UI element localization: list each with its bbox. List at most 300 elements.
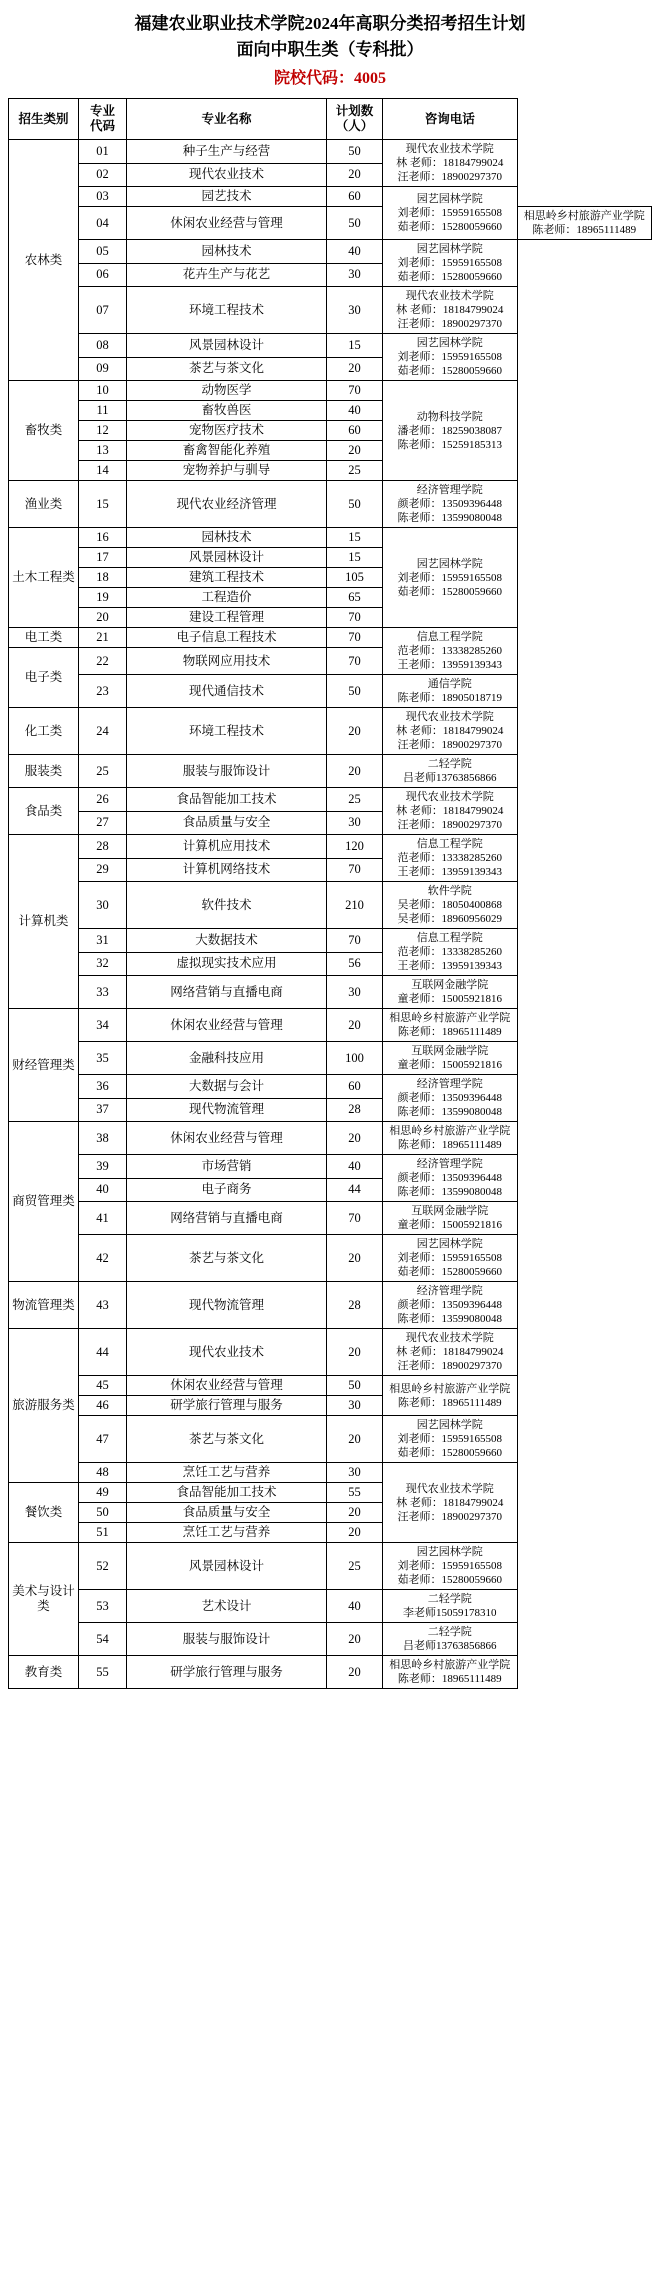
table-row	[9, 755, 652, 788]
cell-major-name: 茶艺与茶文化	[127, 1235, 327, 1282]
cell-major-name: 研学旅行管理与服务	[127, 1656, 327, 1689]
cell-contact-phone	[383, 1282, 518, 1329]
cell-category: 电工类	[9, 628, 79, 648]
table-row	[9, 1543, 652, 1590]
contact-teacher: 李老师15059178310	[403, 1607, 497, 1619]
contact-teacher: 陈老师：18965111489	[397, 1396, 502, 1409]
cell-major-code: 53	[79, 1590, 127, 1623]
cell-major-code: 36	[79, 1075, 127, 1099]
contact-teacher: 王老师：13959139343	[397, 659, 502, 671]
table-row	[9, 675, 652, 708]
cell-major-code: 34	[79, 1009, 127, 1042]
cell-major-name: 市场营销	[127, 1155, 327, 1179]
cell-plan-count: 20	[327, 1523, 383, 1543]
cell-major-name: 食品质量与安全	[127, 811, 327, 835]
cell-major-code: 14	[79, 461, 127, 481]
contact-teacher: 吕老师13763856866	[403, 772, 497, 784]
cell-major-code: 45	[79, 1376, 127, 1396]
cell-major-name: 软件技术	[127, 882, 327, 929]
contact-teacher: 林 老师：18184799024	[396, 1496, 504, 1509]
cell-major-name: 风景园林设计	[127, 334, 327, 358]
table-row	[9, 1009, 652, 1042]
cell-plan-count: 30	[327, 287, 383, 334]
table-row	[9, 628, 652, 648]
cell-major-code: 30	[79, 882, 127, 929]
table-row	[9, 287, 652, 334]
table-row	[9, 381, 652, 401]
table-row	[9, 1155, 652, 1179]
cell-plan-count: 30	[327, 976, 383, 1009]
cell-plan-count: 20	[327, 1122, 383, 1155]
cell-major-code: 16	[79, 528, 127, 548]
cell-plan-count: 20	[327, 441, 383, 461]
contact-teacher: 刘老师：15959165508	[397, 1560, 502, 1572]
cell-major-name: 烹饪工艺与营养	[127, 1463, 327, 1483]
table-row	[9, 1656, 652, 1689]
table-row	[9, 401, 652, 421]
contact-teacher: 林 老师：18184799024	[396, 805, 504, 817]
contact-college: 二轻学院	[427, 1593, 472, 1605]
contact-teacher: 刘老师：15959165508	[397, 351, 502, 363]
contact-teacher: 陈老师：18965111489	[397, 1139, 502, 1151]
cell-contact-phone	[383, 1623, 518, 1656]
table-row	[9, 357, 652, 381]
contact-teacher: 陈老师：13599080048	[397, 1186, 502, 1198]
cell-major-code: 13	[79, 441, 127, 461]
table-row	[9, 1075, 652, 1099]
cell-major-name: 工程造价	[127, 588, 327, 608]
cell-contact-phone	[383, 1009, 518, 1042]
cell-plan-count: 50	[327, 675, 383, 708]
cell-contact-phone	[383, 1042, 518, 1075]
cell-major-name: 电子商务	[127, 1178, 327, 1202]
contact-teacher: 王老师：13959139343	[397, 960, 502, 972]
contact-teacher: 范老师：13338285260	[397, 852, 502, 864]
cell-plan-count: 20	[327, 1503, 383, 1523]
contact-college: 经济管理学院	[416, 1285, 483, 1297]
cell-plan-count: 120	[327, 835, 383, 859]
cell-major-name: 茶艺与茶文化	[127, 1416, 327, 1463]
institution-code: 院校代码：4005	[273, 70, 386, 87]
contact-teacher: 潘老师：18259038087	[397, 424, 502, 437]
cell-major-code: 28	[79, 835, 127, 859]
contact-teacher: 汪老师：18900297370	[397, 819, 502, 831]
cell-major-name: 风景园林设计	[127, 1543, 327, 1590]
contact-college: 现代农业技术学院	[405, 711, 494, 723]
cell-contact-phone	[383, 628, 518, 675]
cell-major-code: 03	[79, 187, 127, 207]
cell-major-name: 宠物养护与驯导	[127, 461, 327, 481]
contact-college: 通信学院	[427, 678, 472, 690]
cell-major-name: 园艺技术	[127, 187, 327, 207]
cell-plan-count: 15	[327, 528, 383, 548]
cell-contact-phone	[383, 240, 518, 287]
cell-contact-phone	[383, 528, 518, 628]
cell-major-code: 51	[79, 1523, 127, 1543]
contact-teacher: 童老师：15005921816	[397, 993, 502, 1005]
cell-plan-count: 70	[327, 608, 383, 628]
table-row	[9, 1376, 652, 1396]
cell-major-name: 金融科技应用	[127, 1042, 327, 1075]
contact-college: 园艺园林学院	[416, 1546, 483, 1558]
cell-major-code: 10	[79, 381, 127, 401]
page-title: 福建农业职业技术学院2024年高职分类招考招生计划	[134, 14, 526, 33]
cell-contact-phone	[383, 755, 518, 788]
cell-plan-count: 20	[327, 708, 383, 755]
cell-major-code: 01	[79, 140, 127, 164]
cell-category: 商贸管理类	[9, 1122, 79, 1282]
contact-college: 现代农业技术学院	[405, 791, 494, 803]
cell-major-name: 烹饪工艺与营养	[127, 1523, 327, 1543]
cell-contact-phone	[383, 882, 518, 929]
contact-college: 园艺园林学院	[416, 243, 483, 255]
cell-contact-phone	[383, 1075, 518, 1122]
cell-major-name: 食品智能加工技术	[127, 788, 327, 812]
cell-plan-count: 70	[327, 648, 383, 675]
cell-major-code: 04	[79, 207, 127, 240]
cell-major-code: 05	[79, 240, 127, 264]
cell-plan-count: 100	[327, 1042, 383, 1075]
cell-major-name: 服装与服饰设计	[127, 755, 327, 788]
cell-plan-count: 60	[327, 421, 383, 441]
cell-major-name: 休闲农业经营与管理	[127, 207, 327, 240]
cell-major-code: 27	[79, 811, 127, 835]
table-row	[9, 811, 652, 835]
table-row	[9, 952, 652, 976]
contact-college: 相思岭乡村旅游产业学院	[389, 1012, 511, 1024]
cell-category: 化工类	[9, 708, 79, 755]
contact-college: 相思岭乡村旅游产业学院	[389, 1125, 511, 1137]
table-row	[9, 528, 652, 548]
cell-major-name: 艺术设计	[127, 1590, 327, 1623]
table-row	[9, 140, 652, 164]
cell-plan-count: 20	[327, 755, 383, 788]
cell-plan-count: 25	[327, 1543, 383, 1590]
contact-teacher: 吕老师13763856866	[403, 1640, 497, 1652]
cell-major-code: 35	[79, 1042, 127, 1075]
table-row	[9, 163, 652, 187]
contact-teacher: 童老师：15005921816	[397, 1219, 502, 1231]
contact-teacher: 汪老师：18900297370	[397, 318, 502, 330]
table-row	[9, 648, 652, 675]
cell-contact-phone	[383, 334, 518, 381]
contact-teacher: 林 老师：18184799024	[396, 157, 504, 169]
cell-major-name: 现代通信技术	[127, 675, 327, 708]
contact-college: 现代农业技术学院	[405, 1482, 494, 1495]
cell-major-name: 环境工程技术	[127, 708, 327, 755]
table-row	[9, 187, 652, 207]
cell-major-code: 50	[79, 1503, 127, 1523]
contact-teacher: 刘老师：15959165508	[397, 1433, 502, 1445]
cell-major-code: 07	[79, 287, 127, 334]
contact-college: 经济管理学院	[416, 1158, 483, 1170]
table-row	[9, 1483, 652, 1503]
contact-teacher: 林 老师：18184799024	[396, 304, 504, 316]
table-row	[9, 1416, 652, 1463]
cell-category: 计算机类	[9, 835, 79, 1009]
cell-major-code: 23	[79, 675, 127, 708]
cell-major-code: 06	[79, 263, 127, 287]
cell-contact-phone	[383, 1463, 518, 1543]
contact-college: 经济管理学院	[416, 484, 483, 496]
cell-contact-phone	[383, 788, 518, 835]
contact-college: 互联网金融学院	[411, 1045, 489, 1057]
table-row	[9, 421, 652, 441]
cell-category: 教育类	[9, 1656, 79, 1689]
cell-plan-count: 28	[327, 1098, 383, 1122]
cell-contact-phone	[383, 1202, 518, 1235]
cell-plan-count: 20	[327, 1656, 383, 1689]
cell-major-code: 38	[79, 1122, 127, 1155]
table-row	[9, 1122, 652, 1155]
cell-plan-count: 50	[327, 481, 383, 528]
cell-contact-phone	[383, 976, 518, 1009]
cell-plan-count: 44	[327, 1178, 383, 1202]
cell-major-code: 55	[79, 1656, 127, 1689]
cell-contact-phone	[383, 1656, 518, 1689]
contact-teacher: 颜老师：13509396448	[397, 498, 502, 510]
cell-plan-count: 70	[327, 1202, 383, 1235]
contact-teacher: 林 老师：18184799024	[396, 725, 504, 737]
cell-contact-phone	[383, 140, 518, 187]
table-row	[9, 1282, 652, 1329]
cell-major-code: 08	[79, 334, 127, 358]
contact-teacher: 茹老师：15280059660	[397, 1574, 502, 1586]
cell-major-name: 休闲农业经营与管理	[127, 1009, 327, 1042]
cell-contact-phone	[383, 287, 518, 334]
cell-major-code: 26	[79, 788, 127, 812]
cell-contact-phone	[383, 1416, 518, 1463]
contact-teacher: 茹老师：15280059660	[397, 1447, 502, 1459]
table-row	[9, 240, 652, 264]
cell-plan-count: 40	[327, 1155, 383, 1179]
cell-contact-phone	[517, 207, 652, 240]
cell-major-name: 建设工程管理	[127, 608, 327, 628]
cell-major-code: 15	[79, 481, 127, 528]
contact-teacher: 刘老师：15959165508	[397, 1252, 502, 1264]
cell-major-code: 29	[79, 858, 127, 882]
contact-teacher: 陈老师：18965111489	[532, 224, 637, 236]
cell-plan-count: 30	[327, 1463, 383, 1483]
cell-major-name: 畜禽智能化养殖	[127, 441, 327, 461]
contact-teacher: 范老师：13338285260	[397, 645, 502, 657]
cell-major-code: 33	[79, 976, 127, 1009]
cell-major-name: 现代物流管理	[127, 1282, 327, 1329]
cell-plan-count: 50	[327, 207, 383, 240]
cell-major-name: 现代物流管理	[127, 1098, 327, 1122]
cell-major-code: 40	[79, 1178, 127, 1202]
cell-major-code: 11	[79, 401, 127, 421]
cell-major-code: 43	[79, 1282, 127, 1329]
cell-major-name: 环境工程技术	[127, 287, 327, 334]
contact-teacher: 刘老师：15959165508	[397, 207, 502, 219]
cell-major-code: 20	[79, 608, 127, 628]
cell-plan-count: 40	[327, 240, 383, 264]
contact-teacher: 茹老师：15280059660	[397, 365, 502, 377]
contact-teacher: 颜老师：13509396448	[397, 1299, 502, 1311]
table-row	[9, 1396, 652, 1416]
cell-major-code: 21	[79, 628, 127, 648]
contact-college: 园艺园林学院	[416, 1419, 483, 1431]
table-row	[9, 1202, 652, 1235]
cell-major-code: 12	[79, 421, 127, 441]
contact-teacher: 陈老师：15259185313	[397, 438, 502, 451]
table-row	[9, 1463, 652, 1483]
cell-major-name: 建筑工程技术	[127, 568, 327, 588]
column-header-phone: 咨询电话	[383, 99, 518, 140]
table-row	[9, 568, 652, 588]
cell-major-name: 虚拟现实技术应用	[127, 952, 327, 976]
cell-major-code: 32	[79, 952, 127, 976]
contact-college: 互联网金融学院	[411, 1205, 489, 1217]
cell-major-code: 02	[79, 163, 127, 187]
cell-major-code: 24	[79, 708, 127, 755]
cell-major-name: 研学旅行管理与服务	[127, 1396, 327, 1416]
contact-college: 信息工程学院	[416, 631, 483, 643]
contact-college: 园艺园林学院	[416, 337, 483, 349]
cell-plan-count: 20	[327, 1416, 383, 1463]
cell-contact-phone	[383, 481, 518, 528]
cell-major-name: 风景园林设计	[127, 548, 327, 568]
contact-teacher: 范老师：13338285260	[397, 946, 502, 958]
cell-plan-count: 210	[327, 882, 383, 929]
contact-college: 相思岭乡村旅游产业学院	[389, 1659, 511, 1671]
contact-teacher: 颜老师：13509396448	[397, 1172, 502, 1184]
cell-plan-count: 20	[327, 1623, 383, 1656]
table-row	[9, 588, 652, 608]
table-row	[9, 1235, 652, 1282]
contact-teacher: 童老师：15005921816	[397, 1059, 502, 1071]
cell-major-code: 54	[79, 1623, 127, 1656]
table-row	[9, 263, 652, 287]
cell-major-name: 现代农业经济管理	[127, 481, 327, 528]
cell-plan-count: 30	[327, 263, 383, 287]
table-row	[9, 1623, 652, 1656]
cell-plan-count: 60	[327, 1075, 383, 1099]
cell-major-name: 园林技术	[127, 528, 327, 548]
contact-college: 经济管理学院	[416, 1078, 483, 1090]
contact-college: 现代农业技术学院	[405, 143, 494, 155]
cell-category: 物流管理类	[9, 1282, 79, 1329]
contact-teacher: 颜老师：13509396448	[397, 1092, 502, 1104]
contact-college: 二轻学院	[427, 1626, 472, 1638]
table-body	[9, 140, 652, 1689]
cell-plan-count: 50	[327, 140, 383, 164]
cell-major-code: 19	[79, 588, 127, 608]
cell-plan-count: 105	[327, 568, 383, 588]
table-row	[9, 788, 652, 812]
cell-contact-phone	[383, 835, 518, 882]
contact-teacher: 陈老师：13599080048	[397, 1106, 502, 1118]
cell-contact-phone	[383, 1590, 518, 1623]
cell-plan-count: 15	[327, 548, 383, 568]
contact-teacher: 茹老师：15280059660	[397, 221, 502, 233]
contact-teacher: 陈老师：13599080048	[397, 512, 502, 524]
table-row	[9, 1523, 652, 1543]
cell-category: 土木工程类	[9, 528, 79, 628]
cell-major-code: 44	[79, 1329, 127, 1376]
cell-plan-count: 20	[327, 1009, 383, 1042]
cell-plan-count: 55	[327, 1483, 383, 1503]
table-row	[9, 548, 652, 568]
table-row	[9, 1042, 652, 1075]
cell-category: 食品类	[9, 788, 79, 835]
contact-teacher: 刘老师：15959165508	[397, 571, 502, 584]
cell-plan-count: 70	[327, 858, 383, 882]
cell-major-name: 休闲农业经营与管理	[127, 1122, 327, 1155]
contact-teacher: 茹老师：15280059660	[397, 1266, 502, 1278]
contact-college: 软件学院	[427, 885, 472, 897]
cell-plan-count: 70	[327, 381, 383, 401]
cell-major-name: 网络营销与直播电商	[127, 976, 327, 1009]
admission-plan-table	[8, 98, 652, 1689]
contact-teacher: 茹老师：15280059660	[397, 585, 502, 598]
cell-contact-phone	[383, 675, 518, 708]
contact-college: 现代农业技术学院	[405, 290, 494, 302]
cell-category: 畜牧类	[9, 381, 79, 481]
cell-contact-phone	[383, 1376, 518, 1416]
column-header-major-name: 专业名称	[127, 99, 327, 140]
cell-plan-count: 20	[327, 163, 383, 187]
table-row	[9, 858, 652, 882]
contact-teacher: 刘老师：15959165508	[397, 257, 502, 269]
table-row	[9, 1590, 652, 1623]
cell-plan-count: 60	[327, 187, 383, 207]
contact-teacher: 陈老师：18965111489	[397, 1673, 502, 1685]
contact-college: 二轻学院	[427, 758, 472, 770]
cell-major-name: 食品质量与安全	[127, 1503, 327, 1523]
cell-major-name: 计算机应用技术	[127, 835, 327, 859]
cell-major-name: 计算机网络技术	[127, 858, 327, 882]
contact-college: 互联网金融学院	[411, 979, 489, 991]
cell-major-name: 物联网应用技术	[127, 648, 327, 675]
cell-category: 电子类	[9, 648, 79, 708]
contact-teacher: 茹老师：15280059660	[397, 271, 502, 283]
cell-plan-count: 65	[327, 588, 383, 608]
cell-major-code: 47	[79, 1416, 127, 1463]
contact-college: 现代农业技术学院	[405, 1332, 494, 1344]
cell-major-name: 园林技术	[127, 240, 327, 264]
cell-plan-count: 25	[327, 461, 383, 481]
table-row	[9, 461, 652, 481]
cell-major-name: 大数据与会计	[127, 1075, 327, 1099]
cell-plan-count: 40	[327, 1590, 383, 1623]
cell-plan-count: 30	[327, 811, 383, 835]
cell-major-code: 22	[79, 648, 127, 675]
cell-plan-count: 20	[327, 1329, 383, 1376]
cell-major-code: 49	[79, 1483, 127, 1503]
cell-plan-count: 70	[327, 628, 383, 648]
table-row	[9, 1503, 652, 1523]
table-row	[9, 441, 652, 461]
table-row	[9, 1178, 652, 1202]
contact-teacher: 吴老师：18050400868	[397, 899, 502, 911]
cell-major-name: 宠物医疗技术	[127, 421, 327, 441]
contact-college: 信息工程学院	[416, 838, 483, 850]
cell-contact-phone	[383, 708, 518, 755]
cell-major-name: 动物医学	[127, 381, 327, 401]
contact-teacher: 林 老师：18184799024	[396, 1346, 504, 1358]
contact-college: 园艺园林学院	[416, 1238, 483, 1250]
contact-teacher: 陈老师：18965111489	[397, 1026, 502, 1038]
cell-category: 旅游服务类	[9, 1329, 79, 1483]
cell-major-name: 畜牧兽医	[127, 401, 327, 421]
cell-plan-count: 25	[327, 788, 383, 812]
column-header-plan-count: 计划数 （人）	[327, 99, 383, 140]
cell-major-code: 52	[79, 1543, 127, 1590]
contact-teacher: 王老师：13959139343	[397, 866, 502, 878]
cell-major-code: 18	[79, 568, 127, 588]
